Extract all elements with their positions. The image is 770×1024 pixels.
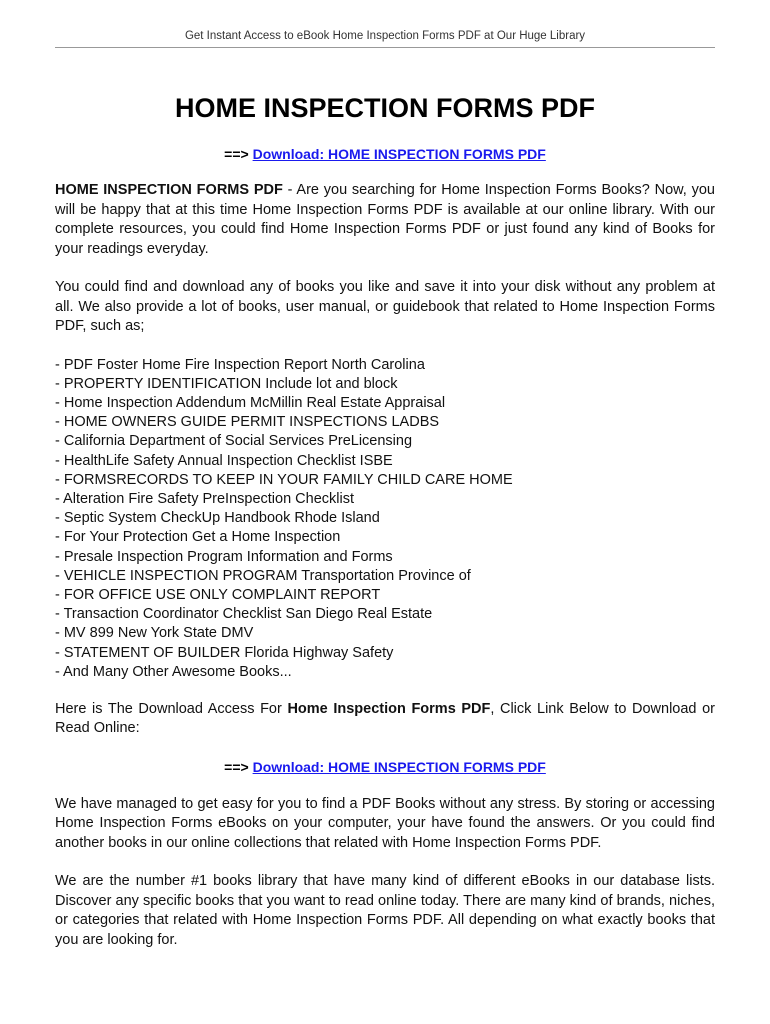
intro-bold-lead: HOME INSPECTION FORMS PDF <box>55 182 283 198</box>
download-link-bottom[interactable]: Download: HOME INSPECTION FORMS PDF <box>252 758 546 775</box>
list-item: - PROPERTY IDENTIFICATION Include lot and block <box>55 375 398 392</box>
list-item: - Transaction Coordinator Checklist San Diego Real Estate <box>55 606 433 623</box>
list-item: - Presale Inspection Program Information and Forms <box>55 548 393 565</box>
document-body <box>55 90 715 950</box>
list-item: - FORMSRECORDS TO KEEP IN YOUR FAMILY CHILD CARE HOME <box>55 471 513 488</box>
download-arrow: ==> <box>224 146 249 162</box>
description-paragraph: You could find and download any of books you like and save it into your disk without any problem at all. We also provide a lot of books, user manual, or guidebook that related to Home Inspection Forms PDF, such as; <box>55 279 715 334</box>
intro-paragraph <box>55 181 715 259</box>
list-item: - PDF Foster Home Fire Inspection Report North Carolina <box>55 356 425 373</box>
access-bold: Home Inspection Forms PDF <box>287 700 491 717</box>
access-paragraph <box>55 700 715 739</box>
storage-paragraph: We have managed to get easy for you to find a PDF Books without any stress. By storing or accessing Home Inspection Forms eBooks on your computer, your have found the answers. Or you could find another books in our online collections that related with Home Inspection Forms PDF. <box>55 795 715 851</box>
list-item: - Home Inspection Addendum McMillin Real Estate Appraisal <box>55 394 446 411</box>
running-header: Get Instant Access to eBook Home Inspection Forms PDF at Our Huge Library <box>184 30 586 42</box>
list-item: - VEHICLE INSPECTION PROGRAM Transportation Province of <box>55 567 471 584</box>
access-text-before: Here is The Download Access For <box>55 700 288 717</box>
list-item: - And Many Other Awesome Books... <box>55 663 292 680</box>
list-item: - HOME OWNERS GUIDE PERMIT INSPECTIONS LADBS <box>55 414 440 431</box>
list-item: - STATEMENT OF BUILDER Florida Highway Safety <box>55 644 394 661</box>
library-paragraph: We are the number #1 books library that have many kind of different eBooks in our database lists. Discover any specific books that you want to read online today. There are many kind of brands, niches, or categories that related with Home Inspection Forms PDF. All depending on what exactly books that you are looking for. <box>55 873 715 948</box>
download-line-bottom <box>55 757 715 777</box>
download-line-top <box>55 144 715 164</box>
list-item: - California Department of Social Services PreLicensing <box>55 433 413 450</box>
list-item: - FOR OFFICE USE ONLY COMPLAINT REPORT <box>55 586 381 603</box>
download-link-top[interactable]: Download: HOME INSPECTION FORMS PDF <box>252 146 546 162</box>
header-divider <box>55 47 715 48</box>
related-books-list <box>55 356 715 682</box>
list-item: - Alteration Fire Safety PreInspection Checklist <box>55 490 354 507</box>
download-arrow: ==> <box>224 758 249 775</box>
list-item: - Septic System CheckUp Handbook Rhode Island <box>55 510 380 527</box>
list-item: - MV 899 New York State DMV <box>55 625 254 642</box>
access-text-after: , Click Link Below to Download or Read Online: <box>55 700 715 737</box>
list-item: - HealthLife Safety Annual Inspection Checklist ISBE <box>55 452 393 469</box>
list-item: - For Your Protection Get a Home Inspection <box>55 529 341 546</box>
page-title: HOME INSPECTION FORMS PDF <box>174 93 596 123</box>
intro-text: - Are you searching for Home Inspection Forms Books? Now, you will be happy that at this time Home Inspection Forms PDF is available at our online library. With our complete resources, you could find Home Inspection Forms PDF or just found any kind of Books for your readings everyday. <box>55 182 715 257</box>
